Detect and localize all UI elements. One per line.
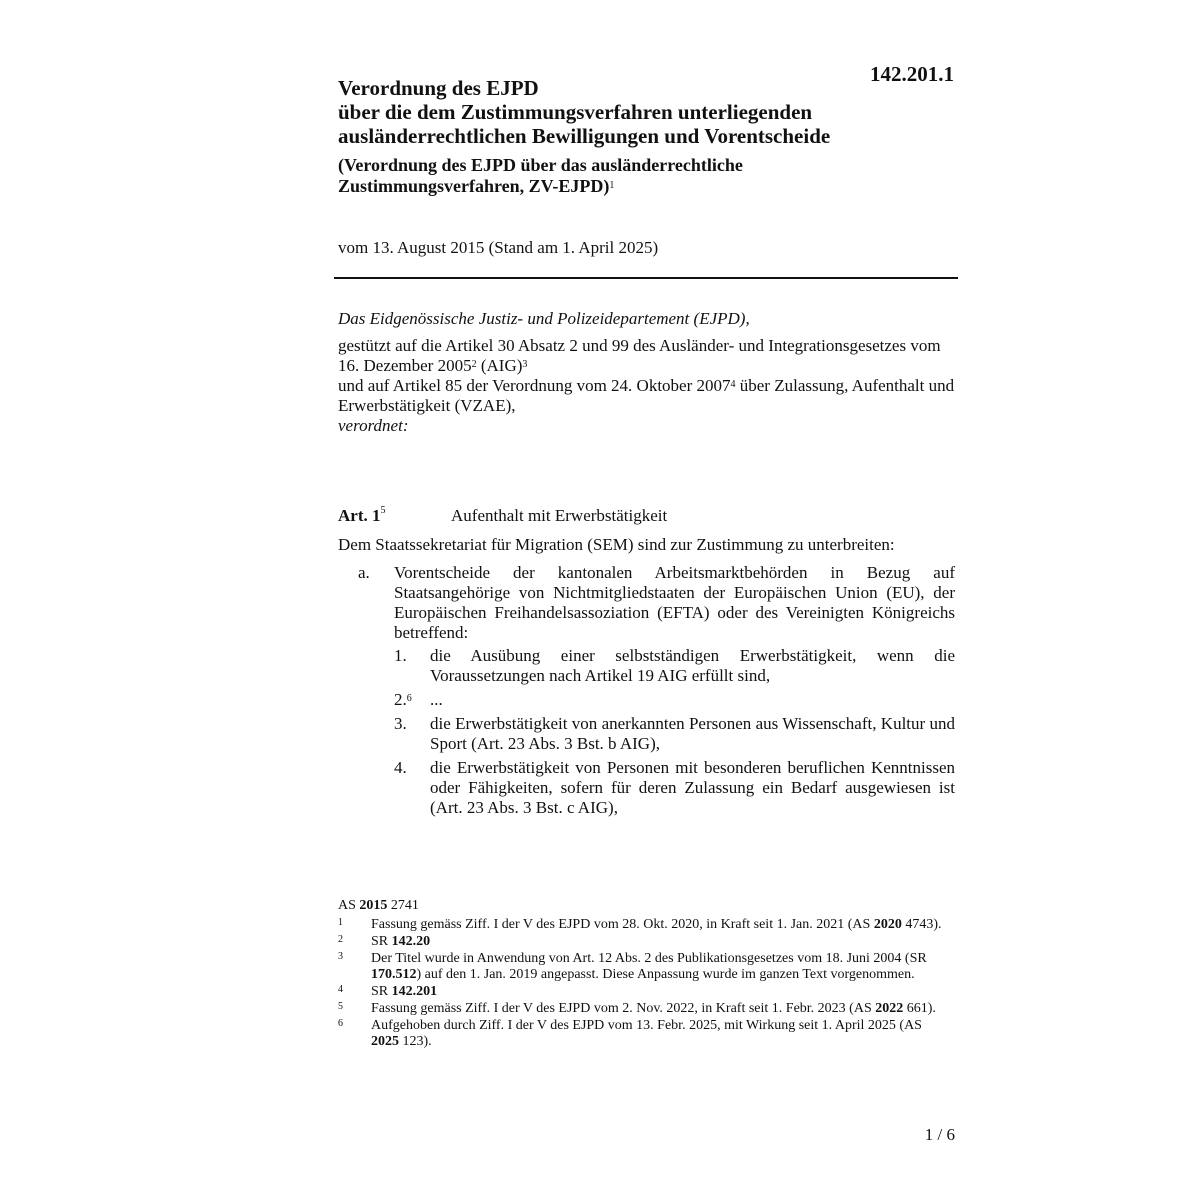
short-title bbox=[338, 155, 958, 197]
legal-basis-2: und auf Artikel 85 der Verordnung vom 24. Oktober 2007$^4$ über Zulassung, Aufenthalt und Erwerbstätigkeit (VZAE), bbox=[338, 376, 955, 415]
footnote-number: 1 bbox=[338, 917, 343, 928]
sub-item-text: die Ausübung einer selbstständigen Erwerbstätigkeit, wenn die Voraussetzungen nach Artikel 19 AIG erfüllt sind, bbox=[430, 646, 955, 685]
title-line: über die dem Zustimmungsverfahren unterliegenden bbox=[338, 100, 813, 124]
sub-item bbox=[394, 690, 955, 710]
short-title-line: Zustimmungsverfahren, ZV-EJPD)$^1$ bbox=[338, 176, 615, 196]
footnote bbox=[338, 951, 948, 983]
item-label: a. bbox=[358, 563, 370, 582]
footnote-number: 6 bbox=[338, 1018, 343, 1029]
sub-item bbox=[394, 646, 955, 686]
sub-item bbox=[394, 714, 955, 754]
footnote-text: SR 142.201 bbox=[371, 984, 438, 999]
footnotes bbox=[338, 917, 948, 1051]
enacting-clause: verordnet: bbox=[338, 416, 409, 435]
footnote-ref: 1 bbox=[609, 180, 615, 191]
sr-number: 142.201.1 bbox=[870, 62, 954, 86]
footnote bbox=[338, 917, 948, 933]
authority: Das Eidgenössische Justiz- und Polizeidepartement (EJPD), bbox=[338, 309, 750, 328]
footnote-ref: 5 bbox=[380, 505, 386, 516]
document-date: vom 13. August 2015 (Stand am 1. April 2025) bbox=[338, 238, 659, 257]
sub-item-label: 3. bbox=[394, 714, 407, 733]
sub-list bbox=[394, 646, 955, 818]
article-title: Aufenthalt mit Erwerbstätigkeit bbox=[451, 506, 668, 525]
footnote-ref: 3 bbox=[522, 359, 528, 370]
footnote bbox=[338, 1018, 948, 1050]
footnote-text: Fassung gemäss Ziff. I der V des EJPD vom 28. Okt. 2020, in Kraft seit 1. Jan. 2021 (AS 2020 4743). bbox=[371, 917, 942, 932]
document-title bbox=[338, 76, 958, 148]
list-item bbox=[338, 563, 955, 643]
page-number: 1 / 6 bbox=[924, 1125, 955, 1144]
sub-item-label: 4. bbox=[394, 758, 407, 777]
official-collection-ref: AS 2015 2741 bbox=[338, 898, 419, 913]
legal-basis-1: gestützt auf die Artikel 30 Absatz 2 und 99 des Ausländer- und Integrationsgesetzes vom 16. Dezember 2005$^2$ (AIG)$^3$ bbox=[338, 336, 941, 375]
title-line: Verordnung des EJPD bbox=[338, 76, 539, 100]
footnote-number: 5 bbox=[338, 1001, 343, 1012]
sub-item-label: 2.$^6$ bbox=[394, 690, 412, 709]
footnote bbox=[338, 1001, 948, 1017]
preamble bbox=[338, 309, 958, 436]
item-text: Vorentscheide der kantonalen Arbeitsmarktbehörden in Bezug auf Staatsangehörige von Nichtmitgliedstaaten der Europäischen Union (EU), der Europäischen Freihandelsassoziation (EFTA) oder des Vereinigten Königreichs betreffend: bbox=[394, 563, 955, 642]
sub-item-label: 1. bbox=[394, 646, 407, 665]
header-divider bbox=[334, 277, 958, 279]
footnote-number: 2 bbox=[338, 934, 343, 945]
title-line: ausländerrechtlichen Bewilligungen und Vorentscheide bbox=[338, 124, 831, 148]
article-heading bbox=[338, 505, 668, 526]
footnote-number: 3 bbox=[338, 951, 343, 962]
short-title-line: (Verordnung des EJPD über das ausländerrechtliche bbox=[338, 155, 743, 175]
footnote-text: Der Titel wurde in Anwendung von Art. 12 Abs. 2 des Publikationsgesetzes vom 18. Juni 2004 (SR 170.512) auf den 1. Jan. 2019 angepasst. Diese Anpassung wurde im ganzen Text vorgenommen. bbox=[371, 951, 927, 982]
footnote-ref: 6 bbox=[406, 693, 412, 704]
article-number: Art. 1 bbox=[338, 506, 381, 525]
sub-item-text: die Erwerbstätigkeit von Personen mit besonderen beruflichen Kenntnissen oder Fähigkeiten, sofern für deren Zulassung ein Bedarf ausgewiesen ist (Art. 23 Abs. 3 Bst. c AIG), bbox=[430, 758, 955, 817]
sub-item bbox=[394, 758, 955, 818]
footnote-number: 4 bbox=[338, 984, 343, 995]
footnote bbox=[338, 934, 948, 950]
footnote-text: Fassung gemäss Ziff. I der V des EJPD vom 2. Nov. 2022, in Kraft seit 1. Febr. 2023 (AS 2022 661). bbox=[371, 1001, 936, 1016]
footnote-ref: 2 bbox=[471, 359, 477, 370]
sub-item-text: ... bbox=[430, 690, 443, 709]
footnote-ref: 4 bbox=[730, 379, 736, 390]
footnote-text: Aufgehoben durch Ziff. I der V des EJPD vom 13. Febr. 2025, mit Wirkung seit 1. April 2025 (AS 2025 123). bbox=[371, 1018, 922, 1049]
article-intro: Dem Staatssekretariat für Migration (SEM) sind zur Zustimmung zu unterbreiten: bbox=[338, 535, 895, 554]
article-list bbox=[338, 563, 955, 822]
sub-item-text: die Erwerbstätigkeit von anerkannten Personen aus Wissenschaft, Kultur und Sport (Art. 23 Abs. 3 Bst. b AIG), bbox=[430, 714, 955, 753]
footnote-text: SR 142.20 bbox=[371, 934, 431, 949]
footnote bbox=[338, 984, 948, 1000]
